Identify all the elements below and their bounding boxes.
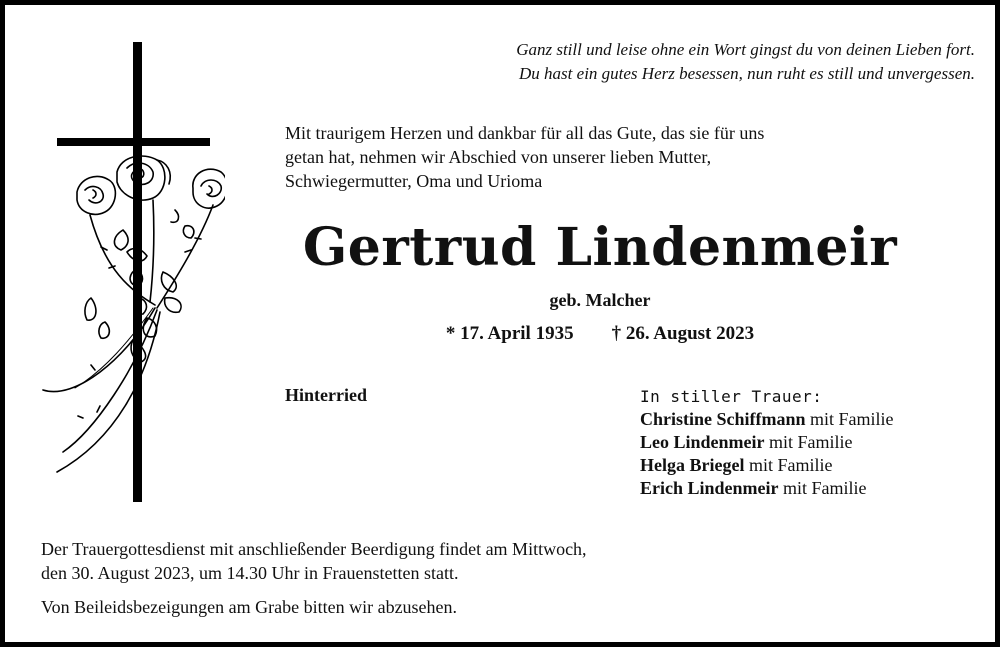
condolence-note: Von Beileidsbezeigungen am Grabe bitten wir abzusehen.	[41, 597, 458, 617]
mourner-suffix: mit Familie	[744, 455, 833, 475]
intro-line: Mit traurigem Herzen und dankbar für all das Gute, das sie für uns	[285, 123, 765, 143]
deceased-name: Gertrud Lindenmeir	[302, 217, 898, 278]
death-date: † 26. August 2023	[611, 323, 755, 344]
maiden-name: geb. Malcher	[549, 290, 651, 310]
intro-line: getan hat, nehmen wir Abschied von unserer lieben Mutter,	[285, 147, 712, 167]
mourner-name: Helga Briegel	[640, 455, 745, 475]
place-name: Hinterried	[285, 385, 367, 405]
service-line: den 30. August 2023, um 14.30 Uhr in Frauenstetten statt.	[41, 563, 459, 583]
mourner-suffix: mit Familie	[805, 409, 894, 429]
mourner-entry	[640, 431, 990, 454]
mourner-name: Erich Lindenmeir	[640, 478, 779, 498]
mourner-suffix: mit Familie	[764, 432, 853, 452]
poem-line: Ganz still und leise ohne ein Wort gingst du von deinen Lieben fort.	[516, 40, 975, 59]
poem	[345, 38, 975, 86]
mourner-entry	[640, 477, 990, 500]
poem-line: Du hast ein gutes Herz besessen, nun ruht es still und unvergessen.	[519, 64, 975, 83]
mourner-suffix: mit Familie	[778, 478, 867, 498]
mourners-list	[640, 385, 990, 500]
life-dates	[235, 323, 965, 345]
mourner-entry	[640, 408, 990, 431]
cross-with-roses-illustration	[35, 40, 225, 505]
mourner-name: Leo Lindenmeir	[640, 432, 765, 452]
intro-text	[285, 121, 975, 193]
mourner-name: Christine Schiffmann	[640, 409, 806, 429]
intro-line: Schwiegermutter, Oma und Urioma	[285, 171, 543, 191]
service-line: Der Trauergottesdienst mit anschließender Beerdigung findet am Mittwoch,	[41, 539, 587, 559]
birth-date: * 17. April 1935	[445, 323, 574, 344]
mourners-heading: In stiller Trauer:	[640, 387, 823, 406]
mourner-entry	[640, 454, 990, 477]
service-info	[41, 537, 971, 585]
